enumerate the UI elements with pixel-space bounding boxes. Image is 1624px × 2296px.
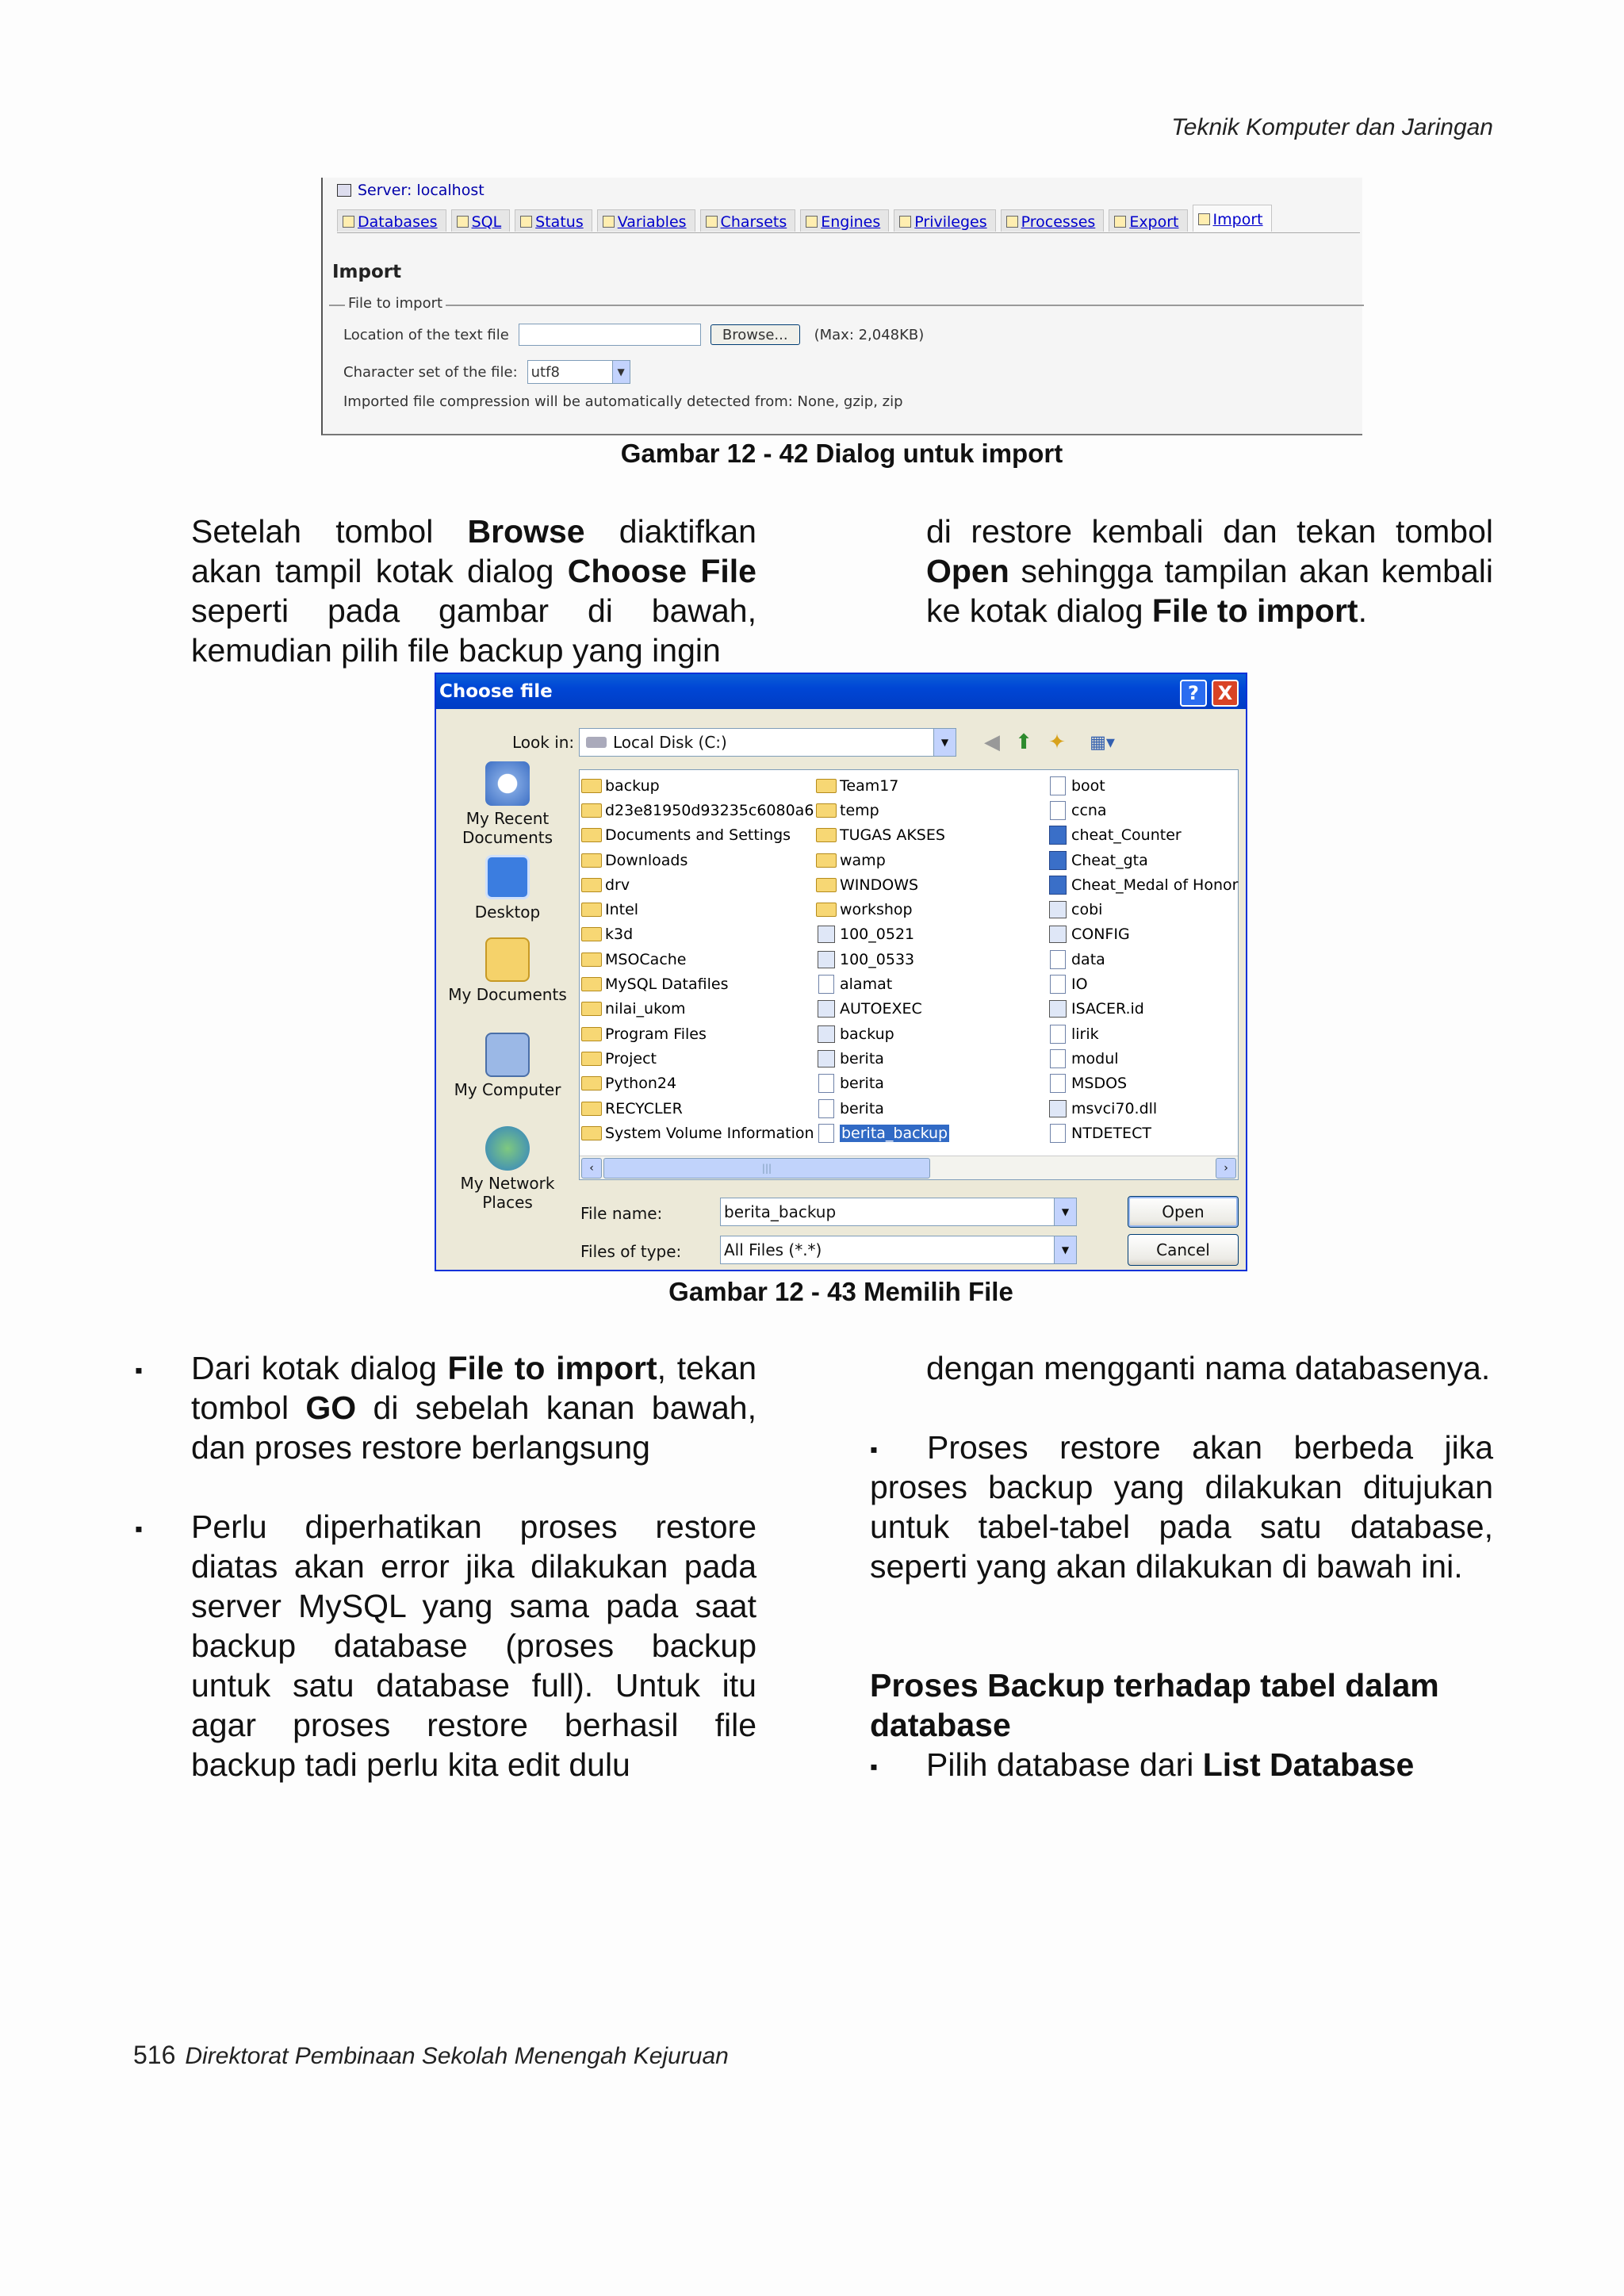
folder-icon [581,853,602,868]
file-item[interactable] [1048,1071,1238,1096]
cancel-button[interactable]: Cancel [1128,1234,1239,1266]
file-item[interactable] [581,972,819,996]
close-button[interactable]: X [1212,680,1239,707]
file-item[interactable] [816,798,1046,822]
text-file-icon [1050,1074,1066,1093]
file-name: modul [1071,1049,1119,1068]
chevron-down-icon[interactable]: ▼ [1054,1198,1076,1225]
text-run: Pilih database dari [926,1746,1203,1783]
file-item[interactable] [816,947,1046,972]
file-name: TUGAS AKSES [840,826,945,845]
file-name: IO [1071,976,1088,994]
tab-label: Databases [358,213,438,231]
look-in-select[interactable]: Local Disk (C:) ▼ [579,728,956,757]
file-name: boot [1071,776,1105,795]
help-button[interactable]: ? [1180,680,1207,707]
export-icon [1114,216,1126,228]
text-file-icon [818,1074,834,1093]
bullet-item [926,1745,1493,1784]
tab-privileges[interactable] [894,209,995,232]
file-name-input[interactable]: berita_backup ▼ [720,1198,1077,1226]
scroll-right-icon[interactable]: › [1216,1158,1236,1179]
sql-icon [457,216,469,228]
tab-label: Status [535,213,584,231]
bullet-item: Proses restore akan berbeda jika proses backup yang dilakukan ditujukan untuk tabel-tabel pada satu database, seperti yang akan dilakukan di bawah ini. [870,1429,1493,1585]
tab-export[interactable] [1109,209,1187,232]
my-documents-icon [485,937,530,982]
file-item[interactable] [816,922,1046,947]
import-title: Import [332,262,402,282]
file-item[interactable] [1048,773,1238,798]
file-item[interactable] [581,773,819,798]
tab-label: Export [1129,213,1179,231]
text-run: . [1358,592,1367,629]
max-size-label: (Max: 2,048KB) [814,326,925,343]
file-item[interactable] [581,947,819,972]
file-name: data [1071,950,1105,968]
charset-row [343,360,630,384]
word-document-icon [1049,851,1067,870]
choose-file-dialog [435,673,1247,1271]
figure-caption-1: Gambar 12 - 42 Dialog untuk import [620,439,1063,468]
file-name: Downloads [605,851,688,869]
bold-text: File to import [447,1350,657,1386]
continuation-text: dengan mengganti nama databasenya. [926,1350,1491,1386]
folder-icon [581,1027,602,1041]
file-item[interactable] [581,872,819,897]
application-file-icon [1049,926,1067,943]
text-file-icon [1050,776,1066,795]
file-name: cheat_Counter [1071,826,1182,845]
file-item[interactable] [581,1121,819,1145]
file-name: k3d [605,926,634,944]
file-item[interactable] [1048,798,1238,822]
file-item[interactable] [581,1096,819,1121]
running-header: Teknik Komputer dan Jaringan [1171,114,1493,140]
tab-sql[interactable] [451,209,511,232]
file-item[interactable] [816,897,1046,922]
file-type-label: Files of type: [580,1242,682,1261]
place-network[interactable]: My Network Places [436,1126,579,1212]
file-name: 100_0533 [840,950,915,968]
file-item[interactable] [581,922,819,947]
file-name: Python24 [605,1075,677,1093]
file-item[interactable] [581,798,819,822]
desktop-icon [485,855,530,899]
file-name: WINDOWS [840,876,919,894]
file-name-label: File name: [580,1204,663,1223]
text-run: di sebelah kanan bawah, dan proses restore berlangsung [191,1389,757,1466]
file-item[interactable] [581,897,819,922]
file-name: lirik [1071,1025,1099,1043]
tab-status[interactable] [515,209,592,232]
tab-label: Import [1212,210,1263,228]
file-item[interactable] [816,1022,1046,1046]
place-my-documents[interactable]: My Documents [436,937,579,1004]
fieldset-legend: File to import [345,295,446,312]
bullet-marker: ▪ [135,1516,143,1541]
dialog-title-bar [436,674,1246,709]
processes-icon [1006,216,1018,228]
application-file-icon [1049,1000,1067,1018]
file-item[interactable] [1048,997,1238,1022]
tab-label: Variables [617,213,687,231]
file-item[interactable] [1048,922,1238,947]
file-item[interactable] [816,1046,1046,1071]
folder-icon [816,828,837,842]
file-name: nilai_ukom [605,1000,686,1018]
file-item[interactable] [816,872,1046,897]
text-run: , tekan tombol [191,1350,756,1426]
file-item[interactable] [816,773,1046,798]
file-item[interactable] [581,997,819,1022]
file-item[interactable] [816,823,1046,848]
file-item[interactable] [1048,1121,1238,1145]
file-item[interactable] [816,848,1046,872]
text-run: diaktifkan akan tampil kotak dialog [191,513,756,589]
bullet-marker: ▪ [135,1358,143,1382]
tab-label: Processes [1021,213,1096,231]
file-name: RECYCLER [605,1099,683,1117]
file-item[interactable] [1048,872,1238,897]
file-name: berita_backup [841,1124,948,1142]
word-document-icon [1049,826,1067,845]
text-run: seperti pada gambar di bawah, kemudian pilih file backup yang ingin [191,592,756,669]
tab-label: SQL [471,213,502,231]
text-file-icon [1050,1124,1066,1143]
tab-engines[interactable] [800,209,889,232]
file-name: alamat [840,976,893,994]
file-name: MSDOS [1071,1075,1128,1093]
new-folder-icon[interactable]: ✦ [1048,730,1066,754]
charsets-icon [706,216,718,228]
chevron-down-icon: ▼ [933,729,956,756]
file-name: d23e81950d93235c6080a6 [605,801,814,819]
file-name: wamp [840,851,886,869]
place-my-computer[interactable]: My Computer [436,1033,579,1099]
chevron-down-icon[interactable]: ▼ [1054,1236,1076,1263]
file-name: 100_0521 [840,926,915,944]
file-item[interactable] [581,1046,819,1071]
page-number: 516 [133,2041,176,2069]
tab-databases[interactable] [337,209,446,232]
look-in-label: Look in: [512,733,575,752]
file-item[interactable] [1048,848,1238,872]
folder-icon [581,803,602,818]
location-input[interactable] [519,324,701,346]
application-file-icon [818,1050,835,1068]
text-run: Perlu diperhatikan proses restore diatas akan error jika dilakukan pada server MySQL yang sama pada saat backup database (proses backup untuk satu database full). Untuk itu agar proses restore berhasil file backup tadi perlu kita edit dulu [191,1508,756,1783]
drive-icon [586,737,607,748]
file-item[interactable] [581,1022,819,1046]
file-name: MySQL Datafiles [605,976,729,994]
file-name: drv [605,876,630,894]
file-item[interactable] [1048,1022,1238,1046]
file-name: Cheat_Medal of Honor [1071,876,1239,894]
bold-text: Browse [467,513,585,550]
text-run: di restore kembali dan tekan tombol [926,513,1493,550]
text-run: sehingga tampilan akan kembali ke kotak dialog [926,553,1493,629]
folder-icon [816,903,837,917]
folder-icon [581,1126,602,1140]
bold-text: File to import [1151,592,1358,629]
server-icon [337,184,351,197]
file-item[interactable] [1048,897,1238,922]
file-name: msvci70.dll [1071,1099,1158,1117]
bold-text: Choose File [567,553,756,589]
folder-icon [581,927,602,941]
file-item[interactable] [816,972,1046,996]
file-name: berita [840,1049,884,1068]
tab-import[interactable] [1193,205,1272,232]
text-run: Setelah tombol [191,513,468,550]
bullet-item [191,1507,756,1784]
file-name: System Volume Information [605,1124,814,1142]
folder-icon [581,903,602,917]
dialog-title: Choose file [439,681,553,702]
section-heading: Proses Backup terhadap tabel dalam database [870,1667,1439,1743]
folder-icon [581,977,602,991]
view-menu-icon[interactable]: ▦▾ [1090,732,1115,753]
tab-processes[interactable] [1001,209,1105,232]
variables-icon [603,216,615,228]
folder-icon [581,828,602,842]
paragraph-left [191,512,756,670]
folder-icon [581,779,602,793]
open-button[interactable]: Open [1128,1196,1239,1228]
file-name: backup [605,776,660,795]
file-name: berita [840,1099,884,1117]
application-file-icon [818,951,835,968]
file-name: workshop [840,901,913,919]
folder-icon [816,803,837,818]
text-file-icon [818,1124,834,1143]
databases-icon [343,216,354,228]
file-list [579,769,1239,1180]
file-name: berita [840,1075,884,1093]
file-item[interactable] [816,1096,1046,1121]
tab-label: Privileges [914,213,987,231]
status-icon [520,216,532,228]
file-name: Team17 [840,776,899,795]
pma-tab-bar [337,209,1360,233]
file-name: Intel [605,901,639,919]
folder-icon [581,1102,602,1116]
file-item[interactable] [816,997,1046,1022]
file-item[interactable] [581,1071,819,1096]
text-file-icon [1050,1049,1066,1068]
tab-label: Charsets [720,213,787,231]
paragraph-right [926,512,1493,631]
bold-text: List Database [1202,1746,1415,1783]
folder-icon [581,953,602,967]
bold-text: Open [926,553,1009,589]
file-item[interactable] [1048,947,1238,972]
chevron-down-icon: ▼ [612,361,630,383]
import-icon [1198,213,1210,225]
scroll-grip: ||| [761,1163,772,1174]
horizontal-scrollbar[interactable] [580,1156,1238,1179]
file-name: Program Files [605,1025,707,1043]
my-computer-icon [485,1033,530,1077]
text-file-icon [1050,975,1066,994]
phpmyadmin-import-figure [321,178,1362,435]
application-file-icon [818,926,835,943]
folder-icon [581,1076,602,1091]
compression-note: Imported file compression will be automatically detected from: None, gzip, zip [343,393,903,410]
file-to-import-fieldset [329,295,1364,435]
location-label: Location of the text file [343,326,509,343]
file-name: MSOCache [605,950,687,968]
file-name: CONFIG [1071,926,1130,944]
file-name: Cheat_gta [1071,851,1148,869]
file-item[interactable] [1048,1096,1238,1121]
up-folder-icon[interactable]: ⬆ [1015,730,1032,754]
file-item[interactable] [1048,1046,1238,1071]
file-column [581,773,819,1145]
file-item[interactable] [816,1071,1046,1096]
file-name: temp [840,801,879,819]
file-name: cobi [1071,901,1103,919]
folder-icon [816,853,837,868]
file-name: backup [840,1025,894,1043]
folder-icon [581,1002,602,1016]
file-item[interactable] [816,1121,1046,1145]
file-column [1048,773,1238,1145]
text-file-icon [1050,801,1066,820]
bullet-item [191,1348,756,1467]
footer-text: Direktorat Pembinaan Sekolah Menengah Kejuruan [185,2043,729,2069]
file-name: AUTOEXEC [840,1000,922,1018]
charset-label: Character set of the file: [343,363,518,381]
file-item[interactable] [1048,823,1238,848]
file-name: NTDETECT [1071,1124,1151,1142]
text-file-icon [1050,950,1066,969]
tab-label: Engines [821,213,881,231]
charset-select[interactable]: utf8 ▼ [527,360,630,384]
back-icon[interactable]: ◀ [984,730,1000,754]
figure-caption-2: Gambar 12 - 43 Memilih File [668,1277,1013,1306]
file-item[interactable] [581,848,819,872]
privileges-icon [899,216,911,228]
word-document-icon [1049,876,1067,895]
application-file-icon [1049,901,1067,918]
file-name: ISACER.id [1071,1000,1144,1018]
folder-icon [816,779,837,793]
file-item[interactable] [581,823,819,848]
application-file-icon [818,1000,835,1018]
bullet-marker: ▪ [870,1754,878,1779]
text-file-icon [818,975,834,994]
file-column [816,773,1046,1145]
folder-icon [816,878,837,892]
text-run: Dari kotak dialog [191,1350,448,1386]
place-recent[interactable]: My Recent Documents [436,761,579,847]
application-file-icon [1049,1100,1067,1117]
file-type-select[interactable]: All Files (*.*) ▼ [720,1236,1077,1264]
browse-button[interactable]: Browse... [710,324,800,345]
application-file-icon [818,1025,835,1043]
scroll-left-icon[interactable]: ‹ [581,1158,602,1179]
tab-variables[interactable] [597,209,695,232]
bullet-marker: ▪ [870,1437,878,1462]
network-places-icon [485,1126,530,1171]
engines-icon [806,216,818,228]
text-file-icon [1050,1025,1066,1044]
page-footer [133,2041,729,2070]
scroll-thumb[interactable] [603,1158,930,1179]
file-name: Project [605,1049,657,1068]
text-file-icon [818,1099,834,1118]
recent-documents-icon [485,761,530,806]
file-name: ccna [1071,801,1107,819]
folder-icon [581,878,602,892]
file-name: Documents and Settings [605,826,791,845]
location-row [343,324,924,346]
tab-charsets[interactable] [700,209,796,232]
bold-text: GO [305,1389,357,1426]
place-desktop[interactable]: Desktop [436,855,579,922]
file-item[interactable] [1048,972,1238,996]
folder-icon [581,1052,602,1066]
server-label[interactable]: Server: localhost [337,182,485,199]
